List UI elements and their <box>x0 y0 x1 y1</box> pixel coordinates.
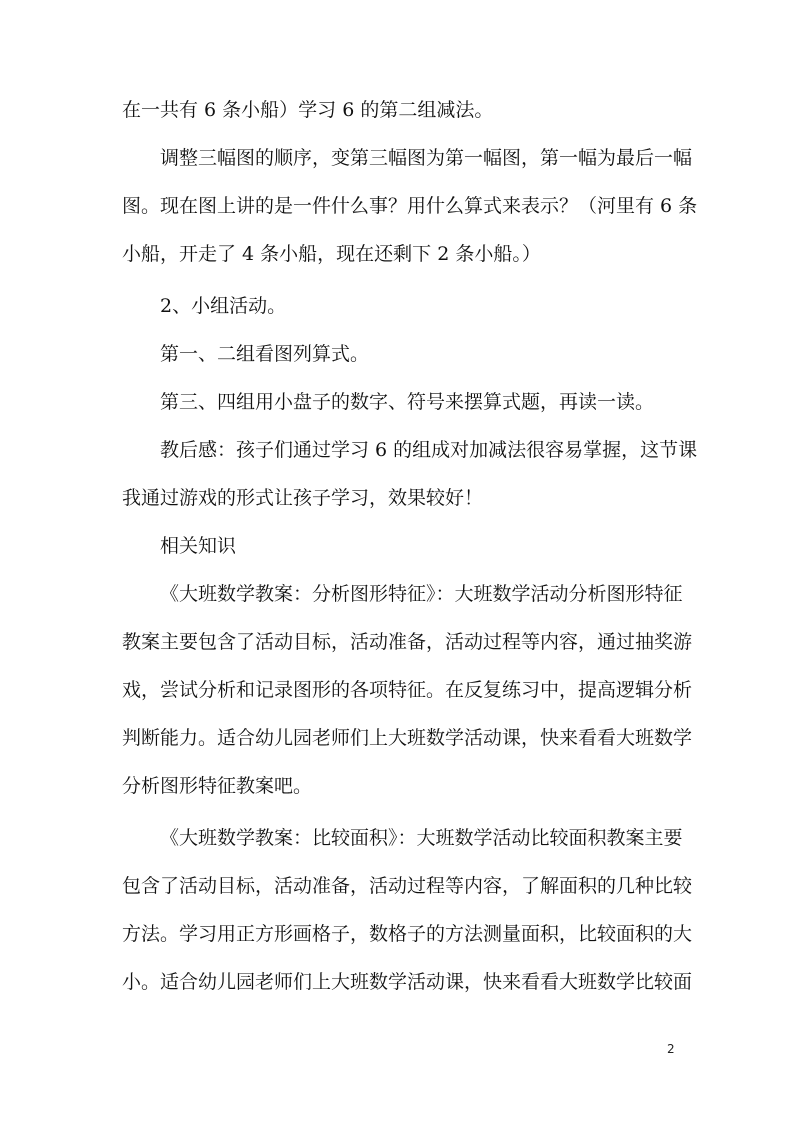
section-heading: 相关知识 <box>160 535 237 557</box>
text-line: 第一、二组看图列算式。 <box>160 343 370 365</box>
text-line: 分析图形特征教案吧。 <box>122 775 313 797</box>
text-line: 《大班数学教案：比较面积》：大班数学活动比较面积教案主要 <box>160 827 683 849</box>
text-line: 包含了活动目标，活动准备，活动过程等内容，了解面积的几种比较 <box>122 875 693 897</box>
text-line: 教后感：孩子们通过学习 6 的组成对加减法很容易掌握，这节课 <box>160 439 698 461</box>
text-line: 方法。学习用正方形画格子，数格子的方法测量面积，比较面积的大 <box>122 923 693 945</box>
text-line: 戏，尝试分析和记录图形的各项特征。在反复练习中，提高逻辑分析 <box>122 679 693 701</box>
text-line: 小。适合幼儿园老师们上大班数学活动课，快来看看大班数学比较面 <box>122 971 693 993</box>
text-line: 2、小组活动。 <box>160 295 287 317</box>
text-line: 我通过游戏的形式让孩子学习，效果较好！ <box>122 487 484 509</box>
text-line: 判断能力。适合幼儿园老师们上大班数学活动课，快来看看大班数学 <box>122 727 693 749</box>
text-line: 调整三幅图的顺序，变第三幅图为第一幅图，第一幅为最后一幅 <box>160 147 693 169</box>
text-line: 图。现在图上讲的是一件什么事？用什么算式来表示？（河里有 6 条 <box>122 195 698 217</box>
text-line: 《大班数学教案：分析图形特征》：大班数学活动分析图形特征 <box>160 583 683 605</box>
text-line: 小船，开走了 4 条小船，现在还剩下 2 条小船。） <box>122 243 541 265</box>
text-line: 第三、四组用小盘子的数字、符号来摆算式题，再读一读。 <box>160 391 655 413</box>
text-line: 在一共有 6 条小船）学习 6 的第二组减法。 <box>122 99 494 121</box>
page-number: 2 <box>667 1042 675 1056</box>
text-line: 教案主要包含了活动目标，活动准备，活动过程等内容，通过抽奖游 <box>122 631 693 653</box>
